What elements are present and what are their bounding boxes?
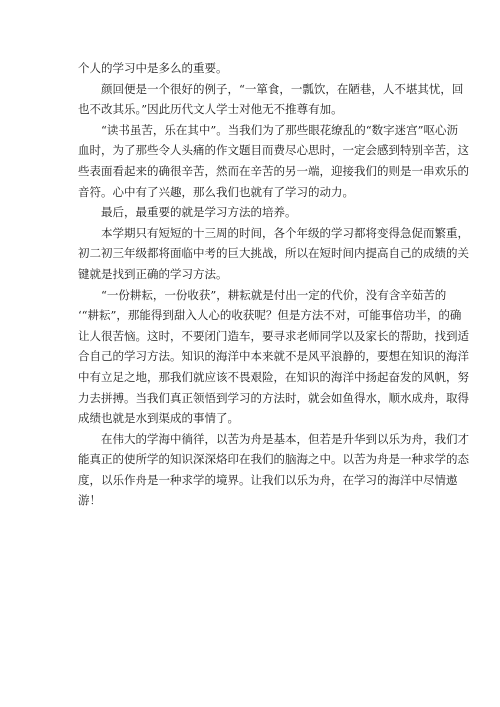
- text-line: 些表面看起来的确很辛苦，然而在辛苦的另一端，迎接我们的则是一串欢乐的: [78, 163, 469, 178]
- text-line: 能真正的使所学的知识深深烙印在我们的脑海之中。以苦为舟是一种求学的态: [78, 452, 469, 467]
- paragraph-5: [78, 223, 469, 285]
- text-line: 成绩也就是水到渠成的事情了。: [78, 411, 239, 426]
- text-line: ‘“耕耘”，那能得到甜入人心的收获呢？但是方法不对，可能事倍功半，的确: [78, 308, 462, 323]
- paragraph-3: [78, 120, 469, 202]
- paragraph-7: [78, 429, 469, 511]
- text-line: 颜回便是一个很好的例子，“一箪食，一瓢饮，在陋巷，人不堪其忧，回: [101, 81, 464, 96]
- text-line: 力去拼搏。当我们真正领悟到学习的方法时，就会如鱼得水，顺水成舟，取得: [78, 390, 469, 405]
- text-line: 本学期只有短短的十三周的时间，各个年级的学习都将变得急促而繁重，: [101, 225, 469, 240]
- paragraph-4: [78, 202, 423, 223]
- document-page: [78, 58, 469, 511]
- text-line: “一份耕耘，一份收获”，耕耘就是付出一定的代价，没有含辛茹苦的: [101, 287, 447, 302]
- paragraph-2: [78, 79, 464, 120]
- text-line: 游！: [78, 493, 101, 508]
- paragraph-1: [78, 58, 423, 79]
- text-line: 最后，最重要的就是学习方法的培养。: [101, 205, 297, 220]
- text-line: 在伟大的学海中徜徉，以苦为舟是基本，但若是升华到以乐为舟，我们才: [101, 431, 469, 446]
- text-line: 让人很苦恼。这时，不要闭门造车，要寻求老师同学以及家长的帮助，找到适: [78, 328, 469, 343]
- text-line: 音符。心中有了兴趣，那么我们也就有了学习的动力。: [78, 184, 354, 199]
- text-line: 度，以乐作舟是一种求学的境界。让我们以乐为舟，在学习的海洋中尽情遨: [78, 472, 458, 487]
- text-line: 也不改其乐。”因此历代文人学士对他无不推尊有加。: [78, 102, 343, 117]
- text-line: 个人的学习中是多么的重要。: [78, 61, 228, 75]
- paragraph-6: [78, 285, 469, 429]
- text-line: 中有立足之地，那我们就应该不畏艰险，在知识的海洋中扬起奋发的风帆，努: [78, 369, 469, 384]
- text-line: 键就是找到正确的学习方法。: [78, 266, 228, 281]
- text-line: 合自己的学习方法。知识的海洋中本来就不是风平浪静的，要想在知识的海洋: [78, 349, 469, 364]
- text-line: 初二初三年级都将面临中考的巨大挑战，所以在短时间内提高自己的成绩的关: [78, 246, 469, 261]
- text-line: “读书虽苦，乐在其中”。当我们为了那些眼花缭乱的“数字迷宫”呕心沥: [101, 122, 459, 137]
- text-line: 血时，为了那些令人头痛的作文题目而费尽心思时，一定会感到特别辛苦，这: [78, 143, 469, 158]
